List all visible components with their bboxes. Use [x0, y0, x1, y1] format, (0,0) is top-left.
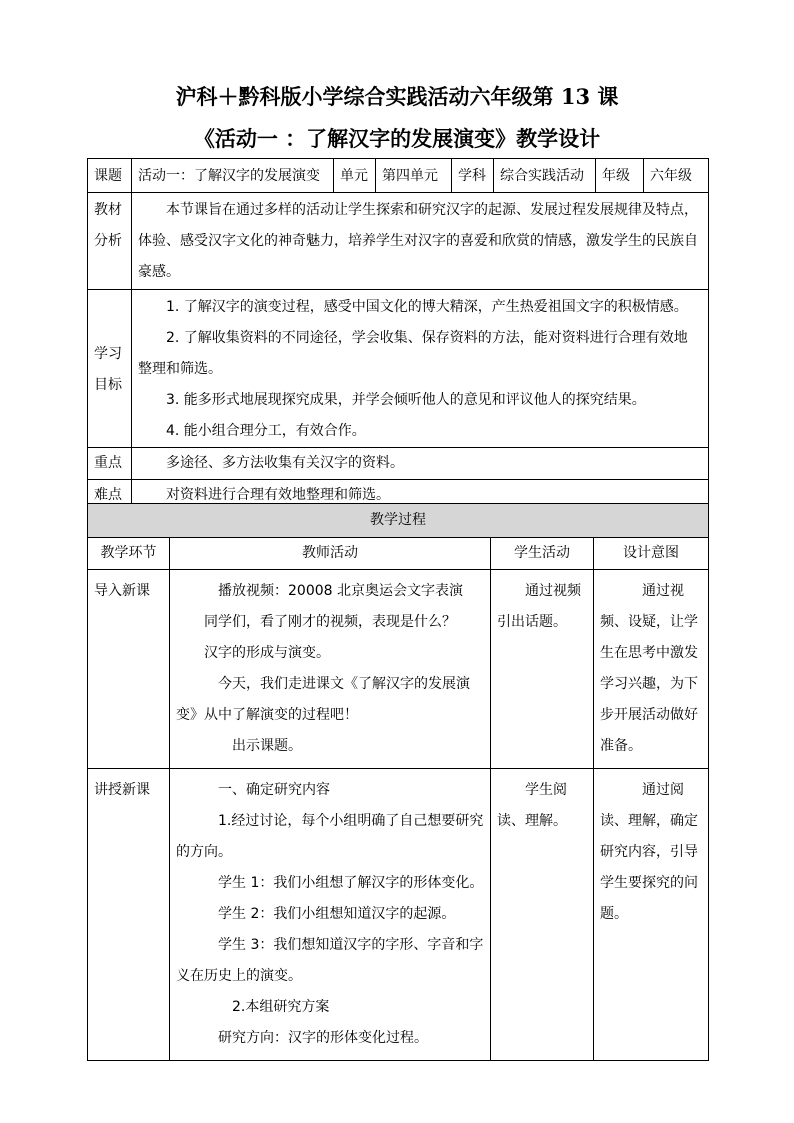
goal-item: 1. 了解汉字的演变过程，感受中国文化的博大精深，产生热爱祖国文字的积极情感。 [166, 299, 688, 315]
process-heading: 教学过程 [88, 504, 709, 538]
key-point-text: 多途径、多方法收集有关汉字的资料。 [132, 448, 709, 480]
goals-list [132, 290, 709, 448]
column-header: 教学环节 [88, 538, 170, 570]
subject-label: 学科 [452, 159, 494, 193]
analysis-text: 本节课旨在通过多样的活动让学生探索和研究汉字的起源、发展过程发展规律及特点，体验、感受汉字文化的神奇魅力，培养学生对汉字的喜爱和欣赏的情感，激发学生的民族自豪感。 [132, 193, 709, 290]
teacher-line: 汉字的形成与演变。 [204, 645, 330, 661]
difficulty-text: 对资料进行合理有效地整理和筛选。 [132, 480, 709, 512]
teacher-activity-cell [170, 570, 491, 769]
document-title: 沪科＋黔科版小学综合实践活动六年级第 13 课 [175, 84, 619, 109]
topic-label: 课题 [88, 159, 132, 193]
student-activity-cell: 学生阅读、理解。 [491, 769, 594, 1061]
column-header: 学生活动 [491, 538, 594, 570]
design-intent-cell: 通过阅读、理解，确定研究内容，引导学生要探究的问题。 [594, 769, 709, 1061]
teacher-line: 1.经过讨论，每个小组明确了自己想要研究的方向。 [176, 813, 484, 860]
unit-label: 单元 [334, 159, 376, 193]
column-header: 教师活动 [170, 538, 491, 570]
design-intent-cell: 通过视频、设疑，让学生在思考中激发学习兴趣，为下步开展活动做好准备。 [594, 570, 709, 769]
difficulty-label: 难点 [88, 480, 132, 512]
teacher-activity-cell [170, 769, 491, 1061]
teaching-process-table [87, 503, 709, 1061]
teacher-line: 播放视频：20008 北京奥运会文字表演 [218, 583, 463, 599]
teacher-line: 今天，我们走进课文《了解汉字的发展演变》从中了解演变的过程吧！ [176, 676, 470, 723]
goal-item: 3. 能多形式地展现探究成果，并学会倾听他人的意见和评议他人的探究结果。 [166, 392, 646, 408]
analysis-label: 教材分析 [88, 193, 132, 290]
table-row [88, 570, 709, 769]
stage-cell: 讲授新课 [88, 769, 170, 1061]
column-header: 设计意图 [594, 538, 709, 570]
lesson-info-table [87, 158, 709, 512]
stage-cell: 导入新课 [88, 570, 170, 769]
teacher-line: 研究方向：汉字的形体变化过程。 [218, 1030, 428, 1046]
subject-value: 综合实践活动 [494, 159, 596, 193]
table-row [88, 769, 709, 1061]
teacher-line: 学生 2：我们小组想知道汉字的起源。 [218, 906, 456, 922]
unit-value: 第四单元 [376, 159, 452, 193]
teacher-line: 出示课题。 [232, 738, 302, 754]
goal-item: 2. 了解收集资料的不同途径，学会收集、保存资料的方法，能对资料进行合理有效地整理和筛选。 [138, 330, 688, 377]
topic-value: 活动一：了解汉字的发展演变 [132, 159, 334, 193]
key-point-label: 重点 [88, 448, 132, 480]
teacher-line: 学生 1：我们小组想了解汉字的形体变化。 [218, 875, 484, 891]
teacher-line: 2.本组研究方案 [232, 999, 330, 1015]
teacher-line: 同学们，看了刚才的视频，表现是什么？ [204, 614, 456, 630]
student-activity-cell: 通过视频引出话题。 [491, 570, 594, 769]
goal-item: 4. 能小组合理分工，有效合作。 [166, 423, 366, 439]
grade-label: 年级 [596, 159, 644, 193]
teacher-line: 一、确定研究内容 [218, 782, 330, 798]
teacher-line: 学生 3：我们想知道汉字的字形、字音和字义在历史上的演变。 [176, 937, 484, 984]
grade-value: 六年级 [644, 159, 709, 193]
goals-label: 学习目标 [88, 290, 132, 448]
document-subtitle: 《活动一 ：了解汉字的发展演变》教学设计 [193, 126, 601, 151]
